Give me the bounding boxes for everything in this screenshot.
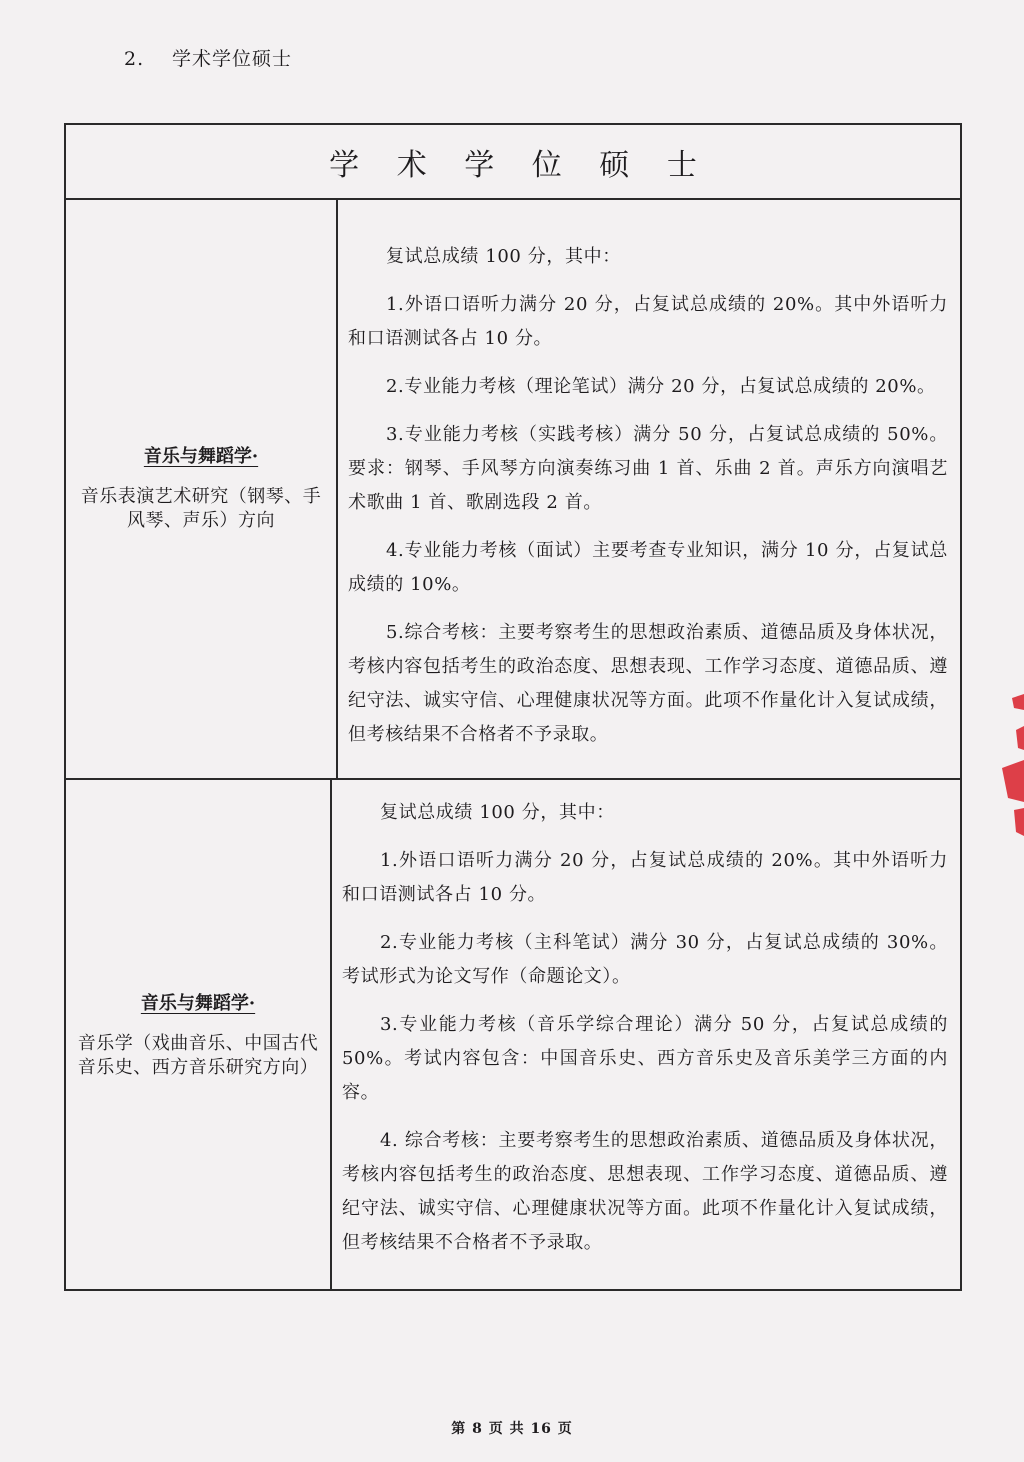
table-title: 学 术 学 位 硕 士 bbox=[66, 125, 960, 200]
paragraph-item: 4. 综合考核：主要考察考生的思想政治素质、道德品质及身体状况，考核内容包括考生的政治态度、思想表现、工作学习态度、道德品质、遵纪守法、诚实守信、心理健康状况等方面。此项不作量化计入复试成绩，但考核结果不合格者不予录取。 bbox=[342, 1130, 948, 1253]
page-number: 第 8 页 共 16 页 bbox=[451, 1421, 573, 1437]
program-cell bbox=[66, 780, 332, 1291]
paragraph-total: 复试总成绩 100 分，其中： bbox=[380, 802, 615, 823]
paragraph-item: 5.综合考核：主要考察考生的思想政治素质、道德品质及身体状况，考核内容包括考生的政治态度、思想表现、工作学习态度、道德品质、遵纪守法、诚实守信、心理健康状况等方面。此项不作量化计入复试成绩，但考核结果不合格者不予录取。 bbox=[348, 622, 948, 745]
paragraph-total: 复试总成绩 100 分，其中： bbox=[386, 246, 621, 267]
table-row bbox=[66, 200, 960, 780]
paragraph-item: 4.专业能力考核（面试）主要考查专业知识，满分 10 分，占复试总成绩的 10%。 bbox=[348, 540, 948, 595]
paragraph-item: 3.专业能力考核（实践考核）满分 50 分，占复试总成绩的 50%。要求：钢琴、手风琴方向演奏练习曲 1 首、乐曲 2 首。声乐方向演唱艺术歌曲 1 首、歌剧选段 2 首。 bbox=[348, 424, 948, 513]
direction-label: 音乐学（戏曲音乐、中国古代音乐史、西方音乐研究方向） bbox=[77, 1032, 319, 1078]
seal-stamp-mark bbox=[1002, 694, 1024, 836]
program-cell bbox=[66, 200, 338, 778]
paragraph-item: 1.外语口语听力满分 20 分，占复试总成绩的 20%。其中外语听力和口语测试各占 10 分。 bbox=[342, 850, 948, 905]
requirements-table bbox=[64, 123, 962, 1291]
paragraph-item: 2.专业能力考核（理论笔试）满分 20 分，占复试总成绩的 20%。 bbox=[386, 376, 936, 397]
requirements-cell bbox=[338, 200, 960, 778]
section-heading bbox=[124, 44, 292, 71]
section-title: 学术学位硕士 bbox=[172, 48, 293, 70]
paragraph-item: 3.专业能力考核（音乐学综合理论）满分 50 分，占复试总成绩的 50%。考试内容包含：中国音乐史、西方音乐史及音乐美学三方面的内容。 bbox=[342, 1014, 948, 1103]
paragraph-item: 2.专业能力考核（主科笔试）满分 30 分，占复试总成绩的 30%。考试形式为论文写作（命题论文）。 bbox=[342, 932, 948, 987]
major-label: 音乐与舞蹈学· bbox=[143, 446, 259, 467]
direction-label: 音乐表演艺术研究（钢琴、手风琴、声乐）方向 bbox=[80, 486, 322, 531]
section-number: 2. bbox=[124, 48, 145, 70]
table-row bbox=[66, 780, 960, 1291]
paragraph-item: 1.外语口语听力满分 20 分，占复试总成绩的 20%。其中外语听力和口语测试各占 10 分。 bbox=[348, 294, 948, 349]
major-label: 音乐与舞蹈学· bbox=[140, 992, 256, 1014]
requirements-cell bbox=[332, 780, 960, 1291]
seal-stamp-edge bbox=[994, 690, 1024, 840]
